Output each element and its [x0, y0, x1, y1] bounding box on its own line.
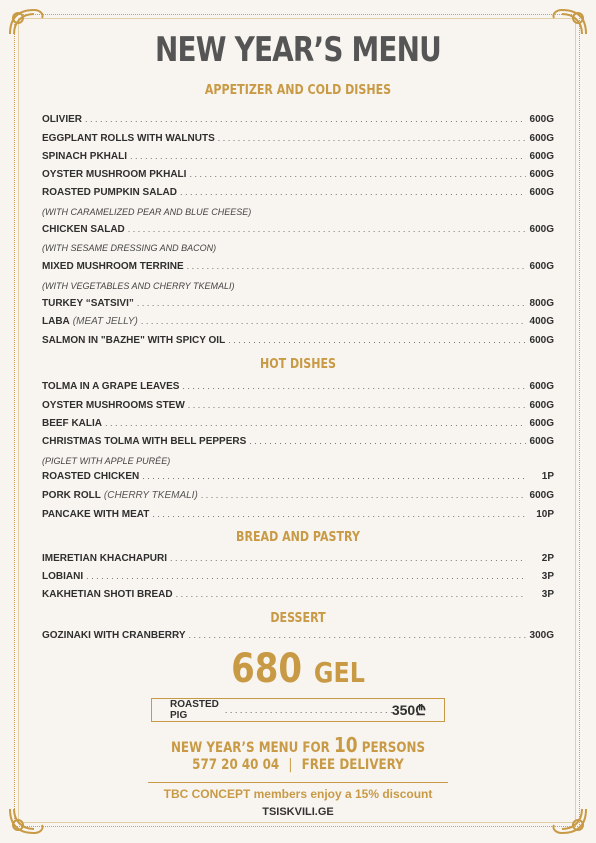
menu-item	[42, 114, 554, 125]
menu-item	[42, 335, 554, 346]
menu-item	[42, 187, 554, 198]
menu-item	[42, 630, 554, 641]
divider	[148, 782, 448, 783]
menu-item-qty: 600G	[529, 114, 554, 125]
menu-item-name: CHRISTMAS TOLMA WITH BELL PEPPERS	[42, 436, 247, 447]
menu-item-qty: 600G	[529, 224, 554, 235]
delivery-text: FREE DELIVERY	[301, 757, 404, 773]
menu-item-qty: 600G	[529, 418, 554, 429]
dot-leader	[182, 381, 525, 391]
menu-item-name: CHICKEN SALAD	[42, 224, 125, 235]
dot-leader	[218, 133, 526, 143]
dot-leader	[228, 335, 525, 345]
extra-item-price: 350₾	[391, 701, 426, 718]
menu-item-qty: 400G	[529, 316, 554, 327]
menu-item-name: SALMON IN "BAZHE" WITH SPICY OIL	[42, 335, 226, 346]
menu-item-qty: 600G	[529, 151, 554, 162]
dot-leader	[219, 705, 392, 715]
promo-suffix: PERSONS	[361, 740, 426, 756]
website-link[interactable]: TSISKVILI.GE	[262, 806, 334, 818]
dot-leader	[152, 509, 526, 519]
menu-item-qty: 600G	[529, 381, 554, 392]
menu-item-name: PANCAKE WITH MEAT	[42, 509, 150, 520]
price-amount: 680	[231, 646, 303, 692]
menu-item-qty: 600G	[529, 169, 554, 180]
menu-item-name: BEEF KALIA	[42, 418, 102, 429]
dot-leader	[142, 471, 526, 481]
dot-leader	[141, 316, 526, 326]
extra-item-box	[151, 698, 445, 722]
menu-item	[42, 418, 554, 429]
menu-item-qty: 2P	[541, 553, 554, 564]
section-title-hot: HOT DISHES	[259, 357, 337, 372]
menu-item	[42, 298, 554, 309]
menu-item	[42, 261, 554, 272]
menu-item	[42, 151, 554, 162]
dot-leader	[249, 436, 525, 446]
menu-item-qty: 3P	[541, 571, 554, 582]
menu-item-name: KAKHETIAN SHOTI BREAD	[42, 589, 173, 600]
menu-item-name-text: PORK ROLL	[42, 490, 101, 501]
menu-item-note: (PIGLET WITH APPLE PURÉE)	[42, 456, 171, 466]
menu-item-name: ROASTED PUMPKIN SALAD	[42, 187, 178, 198]
dot-leader	[188, 400, 526, 410]
menu-item	[42, 571, 554, 582]
menu-item-qty: 600G	[529, 133, 554, 144]
section-title-appetizer: APPETIZER AND COLD DISHES	[204, 83, 392, 98]
menu-item-name: OLIVIER	[42, 114, 83, 125]
menu-item-note: (WITH VEGETABLES AND CHERRY TKEMALI)	[42, 281, 235, 291]
dot-leader	[187, 261, 526, 271]
dot-leader	[128, 224, 526, 234]
menu-item	[42, 436, 554, 447]
menu-price	[45, 646, 552, 692]
price-unit: GEL	[313, 656, 365, 689]
menu-item	[42, 509, 554, 520]
menu-item-inline-note: (MEAT JELLY)	[72, 316, 138, 327]
discount-note: TBC CONCEPT members enjoy a 15% discount	[163, 787, 433, 801]
extra-item-name: ROASTED PIG	[170, 699, 219, 721]
dot-leader	[189, 630, 526, 640]
menu-item	[42, 133, 554, 144]
menu-item	[42, 553, 554, 564]
menu-item-name: MIXED MUSHROOM TERRINE	[42, 261, 184, 272]
dot-leader	[180, 187, 526, 197]
page-title: NEW YEAR’S MENU	[155, 30, 441, 70]
menu-item	[42, 471, 554, 482]
menu-item-qty: 3P	[541, 589, 554, 600]
menu-item-qty: 600G	[529, 261, 554, 272]
menu-item	[42, 400, 554, 411]
menu-item	[42, 224, 554, 235]
menu-item-name: EGGPLANT ROLLS WITH WALNUTS	[42, 133, 215, 144]
menu-item-name-text: LABA	[42, 316, 70, 327]
menu-item-name: TOLMA IN A GRAPE LEAVES	[42, 381, 180, 392]
dot-leader	[130, 151, 526, 161]
menu-item-name: ROASTED CHICKEN	[42, 471, 140, 482]
promo-divider: |	[288, 757, 293, 773]
menu-item-name: GOZINAKI WITH CRANBERRY	[42, 630, 186, 641]
phone-number: 577 20 40 04	[192, 757, 280, 773]
dot-leader	[170, 553, 526, 563]
menu-item-qty: 800G	[529, 298, 554, 309]
promo-number: 10	[333, 733, 358, 757]
menu-item-name: OYSTER MUSHROOMS STEW	[42, 400, 185, 411]
menu-item	[42, 381, 554, 392]
dot-leader	[189, 169, 525, 179]
menu-item-qty: 10P	[536, 509, 554, 520]
menu-item	[42, 589, 554, 600]
menu-item-qty: 1P	[541, 471, 554, 482]
section-title-dessert: DESSERT	[270, 611, 326, 626]
dot-leader	[137, 298, 526, 308]
menu-item-qty: 600G	[529, 335, 554, 346]
menu-item-name	[42, 490, 201, 501]
menu-item-name: LOBIANI	[42, 571, 84, 582]
menu-item-inline-note: (CHERRY TKEMALI)	[103, 490, 198, 501]
menu-item-name: IMERETIAN KHACHAPURI	[42, 553, 167, 564]
menu-item-name: OYSTER MUSHROOM PKHALI	[42, 169, 187, 180]
dot-leader	[201, 490, 526, 500]
menu-item-name: SPINACH PKHALI	[42, 151, 128, 162]
dot-leader	[85, 114, 526, 124]
menu-item-name: TURKEY “SATSIVI”	[42, 298, 134, 309]
promo-contact	[45, 757, 552, 773]
menu-item-qty: 600G	[529, 400, 554, 411]
section-title-bread: BREAD AND PASTRY	[236, 530, 360, 545]
menu-item-note: (WITH CARAMELIZED PEAR AND BLUE CHEESE)	[42, 207, 252, 217]
menu-item	[42, 169, 554, 180]
menu-item-note: (WITH SESAME DRESSING AND BACON)	[42, 243, 217, 253]
menu-item-name	[42, 316, 141, 327]
dot-leader	[86, 571, 526, 581]
ornament-corner-icon	[4, 4, 48, 40]
promo-prefix: NEW YEAR’S MENU FOR	[170, 740, 330, 756]
promo-persons	[45, 733, 552, 757]
dot-leader	[176, 589, 526, 599]
menu-item-qty: 600G	[529, 490, 554, 501]
menu-item-qty: 300G	[529, 630, 554, 641]
menu-item-qty: 600G	[529, 436, 554, 447]
menu-item	[42, 316, 554, 327]
menu-item-qty: 600G	[529, 187, 554, 198]
ornament-corner-icon	[548, 4, 592, 40]
dot-leader	[105, 418, 526, 428]
menu-item	[42, 490, 554, 501]
